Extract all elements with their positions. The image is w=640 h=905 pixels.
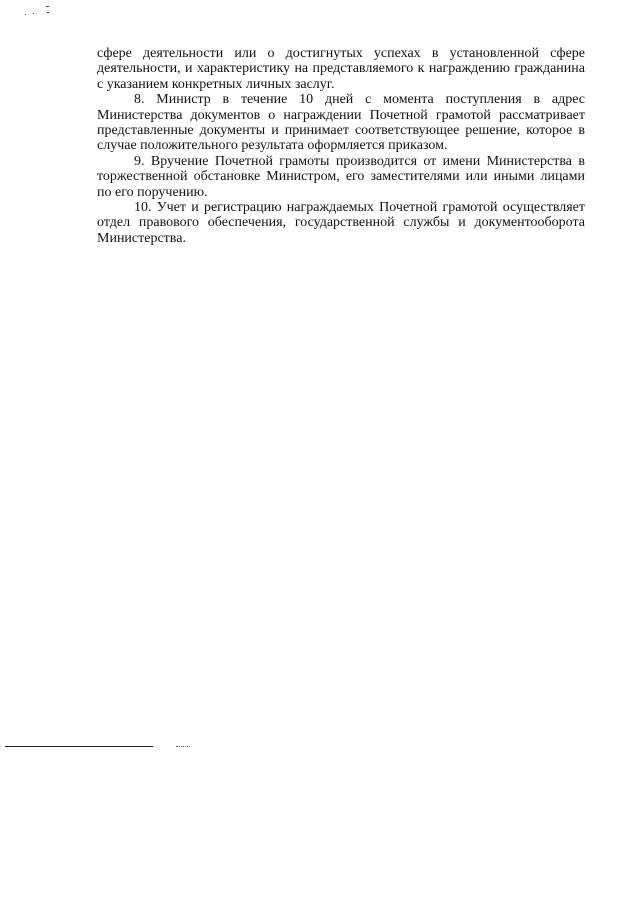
scan-artifact bbox=[33, 13, 34, 14]
document-body bbox=[97, 46, 585, 246]
scan-artifact bbox=[47, 12, 49, 13]
paragraph-8: 8. Министр в течение 10 дней с момента поступления в адрес Министерства документов о награждении Почетной грамотой рассматривает представленные документы и принимает соответствующее решение, которое в случае положительного результата оформляется приказом. bbox=[97, 92, 585, 154]
scan-artifact bbox=[25, 14, 26, 15]
paragraph-10: 10. Учет и регистрацию награждаемых Почетной грамотой осуществляет отдел правового обеспечения, государственной службы и документооборота Министерства. bbox=[97, 200, 585, 246]
scan-artifact bbox=[46, 6, 49, 7]
footnote-dots bbox=[176, 746, 190, 748]
paragraph-7-continuation: сфере деятельности или о достигнутых успехах в установленной сфере деятельности, и характеристику на представляемого к награждению гражданина с указанием конкретных личных заслуг. bbox=[97, 46, 585, 92]
paragraph-9: 9. Вручение Почетной грамоты производится от имени Министерства в торжественной обстановке Министром, его заместителями или иными лицами по его поручению. bbox=[97, 153, 585, 200]
footnote-separator-line bbox=[5, 746, 153, 747]
